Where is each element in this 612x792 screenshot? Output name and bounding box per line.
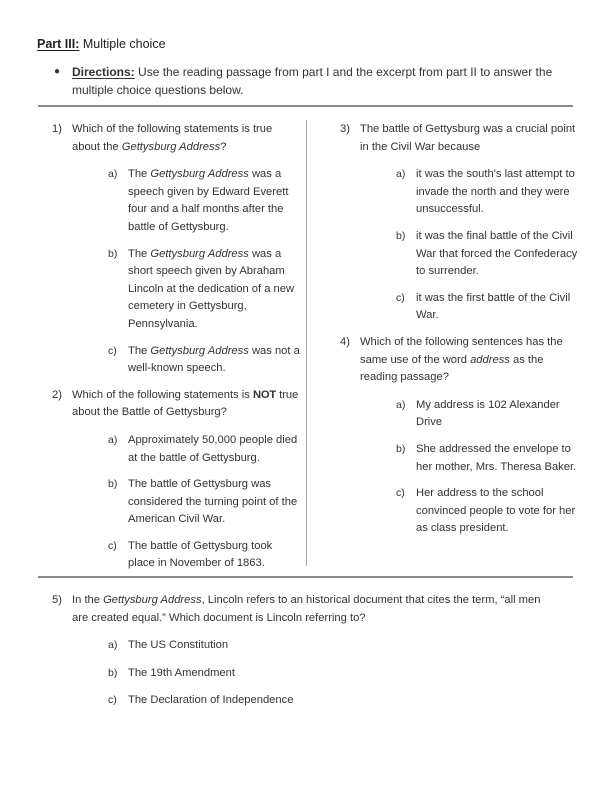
option-letter: a) [108,168,118,181]
option-a [108,432,302,467]
option-letter: a) [396,398,406,411]
option-letter: b) [396,442,406,455]
question-number: 5) [52,594,62,606]
option-b [108,665,552,683]
option-text: Her address to the school convinced people to vote for her as class president. [416,487,576,535]
option-text: The Gettysburg Address was a short speech given by Abraham Lincoln at the dedication of a new cemetery in Gettysburg, Pennsylvania. [128,247,295,330]
option-letter: c) [108,694,117,707]
option-text: it was the first battle of the Civil War. [416,291,571,322]
option-text: The 19th Amendment [128,666,235,679]
bullet-icon: ● [54,66,61,77]
option-list [360,166,580,325]
option-a [396,166,580,219]
question-number: 3) [340,123,350,135]
option-text: The battle of Gettysburg was considered the turning point of the American Civil War. [128,478,298,526]
option-text: The battle of Gettysburg took place in November of 1863. [128,539,273,570]
option-letter: c) [396,291,405,304]
question-text: Which of the following sentences has the same use of the word address as the reading passage? [360,335,563,384]
option-a [396,397,580,432]
option-a [108,637,552,655]
option-list [72,432,302,573]
option-letter: b) [108,247,118,260]
option-letter: c) [108,344,117,357]
option-b [108,246,302,334]
option-text: She addressed the envelope to her mother, Mrs. Theresa Baker. [416,442,577,473]
bottom-section [52,592,552,720]
question-text: Which of the following statements is true about the Gettysburg Address? [72,123,273,153]
option-text: Approximately 50,000 people died at the battle of Gettysburg. [128,433,298,464]
question-4 [340,334,580,538]
option-text: it was the south's last attempt to invade the north and they were unsuccessful. [416,168,575,216]
option-b [396,441,580,476]
option-list [72,637,552,710]
question-2 [52,387,302,573]
column-divider [306,120,307,566]
option-text: it was the final battle of the Civil War that forced the Confederacy to surrender. [416,229,578,278]
question-5 [52,592,552,710]
question-text: Which of the following statements is NOT true about the Battle of Gettysburg? [72,388,299,419]
option-c [108,692,552,710]
question-number: 1) [52,123,62,135]
question-text: In the Gettysburg Address, Lincoln refers to an historical document that cites the term, “all men are created equal.” Which document is Lincoln referring to? [72,594,541,624]
emphasis-not: NOT [252,388,276,401]
option-letter: b) [108,478,118,491]
option-text: The Gettysburg Address was a speech given by Edward Everett four and a half months after the battle of Gettysburg. [128,168,289,233]
option-text: The Declaration of Independence [128,694,294,707]
question-1 [52,121,302,378]
right-column [340,121,580,547]
option-letter: c) [108,539,117,552]
option-c [396,485,580,538]
option-list [360,397,580,538]
option-text: My address is 102 Alexander Drive [416,398,560,429]
left-column [52,121,302,582]
option-text: The Gettysburg Address was not a well-known speech. [128,344,300,375]
page-title [37,36,166,52]
option-letter: a) [396,168,406,181]
option-list [72,166,302,378]
option-b [396,228,580,281]
directions-text: Use the reading passage from part I and the excerpt from part II to answer the multiple choice questions below. [72,65,553,97]
option-letter: b) [108,666,118,679]
option-letter: b) [396,229,406,242]
option-letter: a) [108,639,118,652]
option-text: The US Constitution [128,639,229,652]
part-title: Multiple choice [79,37,166,51]
part-label: Part III: [37,37,80,51]
question-3 [340,121,580,325]
option-a [108,166,302,236]
option-c [108,538,302,573]
option-letter: c) [396,487,405,500]
option-letter: a) [108,433,118,446]
question-number: 2) [52,388,62,401]
question-number: 4) [340,335,350,348]
directions-label: Directions: [72,65,135,79]
option-b [108,476,302,529]
question-text: The battle of Gettysburg was a crucial point in the Civil War because [360,123,576,153]
option-c [108,343,302,378]
top-divider [38,105,573,107]
option-c [396,290,580,325]
directions [54,63,564,99]
